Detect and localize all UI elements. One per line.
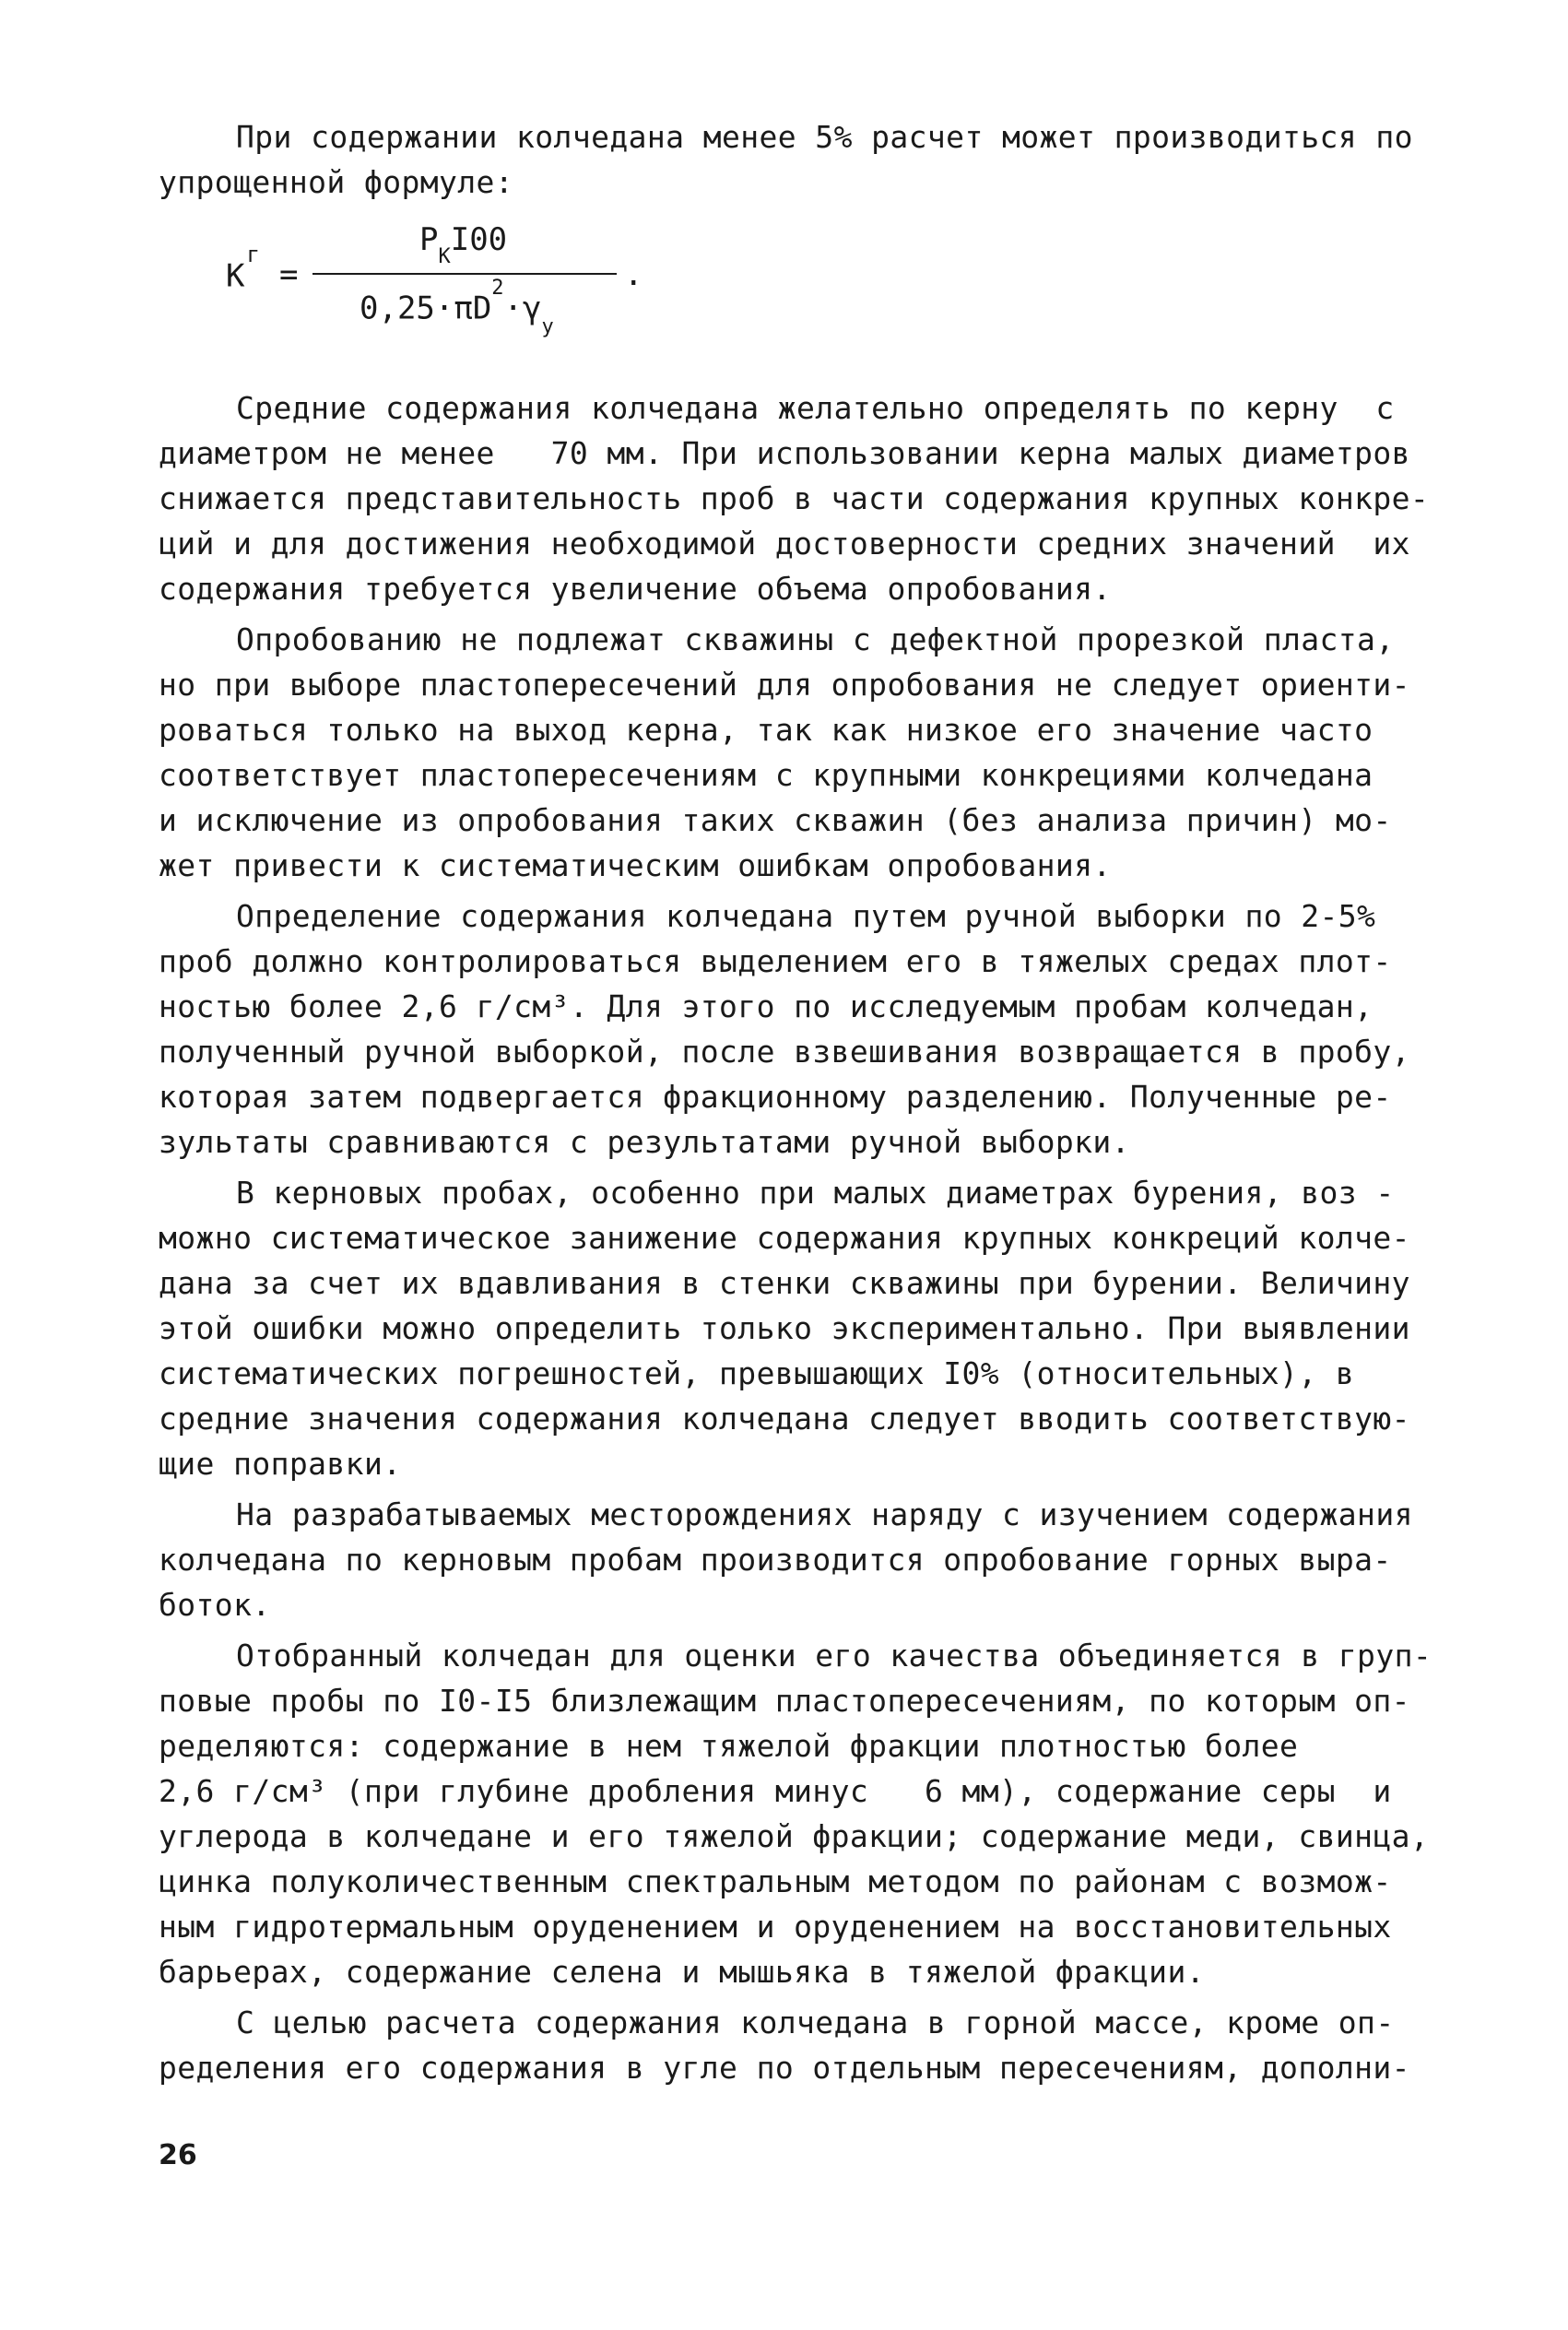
paragraph bbox=[159, 1633, 1432, 1994]
text-line: жет привести к систематическим ошибкам опробования. bbox=[159, 847, 1112, 883]
formula-numerator: $P_KI00$ bbox=[419, 221, 508, 268]
text-line: соответствует пластопересечениям с крупными конкрециями колчедана bbox=[159, 757, 1373, 793]
text-line: ностью более 2,6 г/см³. Для этого по исследуемым пробам колчедан, bbox=[159, 988, 1373, 1024]
text-line: На разрабатываемых месторождениях наряду с изучением содержания bbox=[236, 1496, 1413, 1532]
intro-paragraph bbox=[159, 114, 1429, 205]
text-line: повые пробы по I0-I5 близлежащим пластопересечениям, по которым оп- bbox=[159, 1683, 1410, 1719]
text-line: барьерах, содержание селена и мышьяка в тяжелой фракции. bbox=[159, 1954, 1205, 1990]
text-line: С целью расчета содержания колчедана в горной массе, кроме оп- bbox=[236, 2005, 1395, 2040]
text-line: проб должно контролироваться выделением его в тяжелых средах плот- bbox=[159, 943, 1392, 979]
paragraph bbox=[159, 1170, 1429, 1486]
text-line: боток. bbox=[159, 1587, 271, 1623]
text-line: Определение содержания колчедана путем ручной выборки по 2-5% bbox=[236, 898, 1376, 934]
paragraph bbox=[159, 2000, 1429, 2090]
text-line: роваться только на выход керна, так как низкое его значение часто bbox=[159, 712, 1373, 748]
text-line: ций и для достижения необходимой достоверности средних значений их bbox=[159, 526, 1410, 562]
text-line: цинка полуколичественным спектральным методом по районам с возмож- bbox=[159, 1863, 1392, 1899]
text-line: полученный ручной выборкой, после взвешивания возвращается в пробу, bbox=[159, 1034, 1410, 1070]
text-line: Опробованию не подлежат скважины с дефектной прорезкой пласта, bbox=[236, 621, 1395, 657]
formula-equals: = bbox=[279, 256, 299, 293]
text-line: средние значения содержания колчедана следует вводить соответствую- bbox=[159, 1401, 1410, 1437]
text-line: дана за счет их вдавливания в стенки скважины при бурении. Величину bbox=[159, 1265, 1410, 1301]
formula-denominator: $0,25\cdot\pi D^2\cdot\gamma_y$ bbox=[360, 277, 554, 339]
text-line: Отобранный колчедан для оценки его качества объединяется в груп- bbox=[236, 1638, 1432, 1674]
text-line: ределения его содержания в угле по отдельным пересечениям, дополни- bbox=[159, 2050, 1410, 2086]
formula-fraction-bar bbox=[312, 273, 617, 275]
text-line: можно систематическое занижение содержания крупных конкреций колче- bbox=[159, 1220, 1410, 1256]
text-line: зультаты сравниваются с результатами ручной выборки. bbox=[159, 1124, 1130, 1160]
body-text bbox=[159, 385, 1432, 2096]
paragraph bbox=[159, 1492, 1429, 1627]
page-number: 26 bbox=[159, 2139, 197, 2171]
text-line: ным гидротермальным оруденением и оруденением на восстановительных bbox=[159, 1909, 1392, 1945]
formula-lhs: $K^г$ bbox=[226, 242, 260, 295]
text-line: В керновых пробах, особенно при малых диаметрах бурения, воз - bbox=[236, 1175, 1395, 1211]
text-line: содержания требуется увеличение объема опробования. bbox=[159, 571, 1112, 607]
text-line: углерода в колчедане и его тяжелой фракции; содержание меди, свинца, bbox=[159, 1818, 1430, 1854]
text-line: снижается представительность проб в части содержания крупных конкре- bbox=[159, 480, 1430, 516]
text-line: этой ошибки можно определить только экспериментально. При выявлении bbox=[159, 1310, 1410, 1346]
text-line: Средние содержания колчедана желательно определять по керну с bbox=[236, 390, 1395, 426]
paragraph bbox=[159, 617, 1429, 888]
text-line: и исключение из опробования таких скважин (без анализа причин) мо- bbox=[159, 802, 1392, 838]
text-line: упрощенной формуле: bbox=[159, 164, 514, 200]
text-line: но при выборе пластопересечений для опробования не следует ориенти- bbox=[159, 667, 1410, 703]
paragraph bbox=[159, 893, 1429, 1165]
text-line: щие поправки. bbox=[159, 1446, 402, 1482]
text-line: колчедана по керновым пробам производится опробование горных выра- bbox=[159, 1542, 1392, 1578]
formula-trailing: . bbox=[624, 256, 643, 293]
text-line: которая затем подвергается фракционному разделению. Полученные ре- bbox=[159, 1079, 1392, 1115]
paragraph bbox=[159, 385, 1429, 611]
text-line: ределяются: содержание в нем тяжелой фракции плотностью более bbox=[159, 1728, 1299, 1764]
formula bbox=[226, 221, 650, 341]
text-line: систематических погрешностей, превышающих I0% (относительных), в bbox=[159, 1355, 1355, 1391]
text-line: диаметром не менее 70 мм. При использовании керна малых диаметров bbox=[159, 435, 1410, 471]
text-line: При содержании колчедана менее 5% расчет может производиться по bbox=[236, 119, 1413, 155]
text-line: 2,6 г/см³ (при глубине дробления минус 6 мм), содержание серы и bbox=[159, 1773, 1392, 1809]
